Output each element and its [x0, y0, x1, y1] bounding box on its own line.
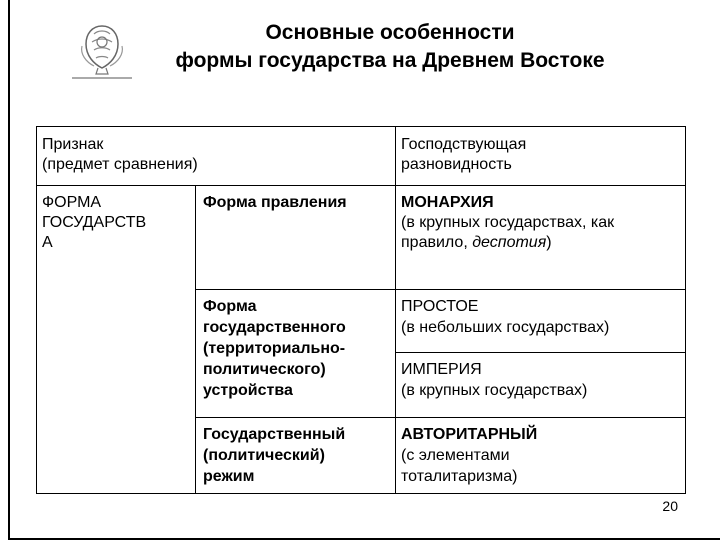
title-line-1: Основные особенности [265, 21, 515, 44]
header-feature: Признак (предмет сравнения) [42, 136, 198, 173]
row1-divider [195, 289, 685, 290]
category-state-form: ФОРМА ГОСУДАРСТВ А [42, 194, 147, 251]
page-number: 20 [662, 498, 678, 514]
value-monarchy: МОНАРХИЯ (в крупных государствах, как правило, деспотия) [401, 194, 615, 251]
feature-political-regime: Государственный (политический) режим [203, 426, 346, 485]
left-border-rule [8, 0, 10, 540]
feature-form-of-government: Форма правления [203, 194, 347, 211]
header-divider [37, 185, 685, 186]
value-simple: ПРОСТОЕ (в небольших государствах) [401, 298, 610, 336]
value-authoritarian: АВТОРИТАРНЫЙ (с элементами тоталитаризма) [401, 426, 538, 485]
feature-state-structure: Форма государственного (территориально- политического) устройства [203, 298, 346, 399]
page-title [130, 19, 650, 75]
comparison-table [36, 126, 686, 494]
col1-divider [195, 185, 196, 493]
col2-divider [395, 127, 396, 493]
row2-divider [195, 417, 685, 418]
title-line-2: формы государства на Древнем Востоке [175, 49, 605, 72]
structure-subdivider [395, 352, 685, 353]
coat-of-arms-icon [72, 20, 132, 82]
header-dominant-type: Господствующая разновидность [401, 136, 527, 173]
value-empire: ИМПЕРИЯ (в крупных государствах) [401, 361, 588, 399]
